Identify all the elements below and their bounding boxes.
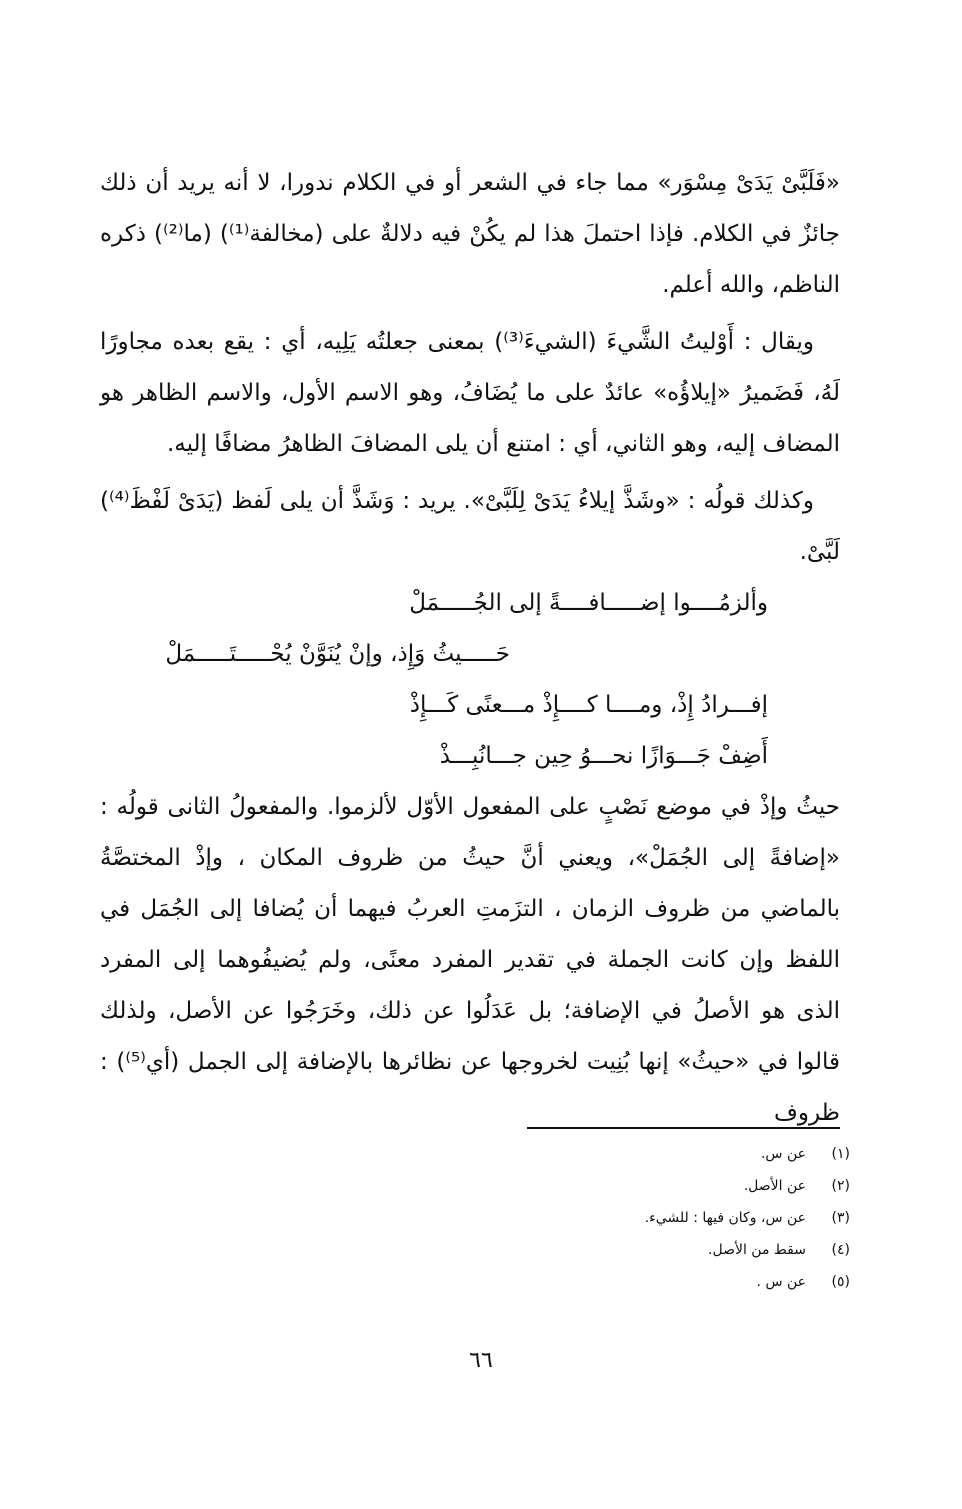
footnote-item	[645, 1234, 850, 1266]
footnote-number: (٥)	[831, 1274, 850, 1290]
closing-paragraph: حيثُ وإذْ في موضع نَصْبٍ على المفعول الأوّل لألزموا. والمفعولُ الثانى قولُه : «إضافةً إلى الجُمَلْ»، ويعني أنَّ حيثُ من ظروف المكان ، وإذْ المختصَّةُ بالماضي من ظروف الزمان ، التزَمتِ العربُ فيهما أن يُضافا إلى الجُمَل في اللفظ وإن كانت الجملة في تقدير المفرد معنًى، ولم يُضيفُوهما إلى المفرد الذى هو الأصلُ في الإضافة؛ بل عَدَلُوا عن ذلك، وخَرَجُوا عن الأصل، ولذلك قالوا في «حيثُ» إنها بُنِيت لخروجها عن نظائرها بالإضافة إلى الجمل (أي⁽⁵⁾) : ظروف	[100, 794, 841, 1126]
footnote-text: عن س .	[756, 1274, 806, 1290]
footnote-item	[645, 1266, 850, 1298]
footnote-divider	[527, 1127, 840, 1129]
verse-line-1	[100, 578, 840, 629]
verse-line-2	[100, 629, 840, 680]
footnote-item	[645, 1138, 850, 1170]
page-number: ٦٦	[469, 1348, 493, 1373]
footnote-number: (٢)	[831, 1178, 850, 1194]
footnote-text: عن س.	[760, 1146, 806, 1162]
footnotes	[645, 1138, 850, 1298]
footnote-item	[645, 1202, 850, 1234]
footnote-number: (٣)	[831, 1210, 850, 1226]
verse-text: إفـــرادُ إِذْ، ومــــا كــــإِذْ مـــعنًى كَـــإِذْ	[409, 692, 768, 718]
paragraph-1: «فَلَبَّىْ يَدَىْ مِسْوَر» مما جاء في الشعر أو في الكلام ندورا، لا أنه يريد أن ذلك جائزٌ في الكلام. فإذا احتملَ هذا لم يكُنْ فيه دلالةٌ على (مخالفة⁽¹⁾) (ما⁽²⁾) ذكره الناظم، والله أعلم.	[100, 170, 840, 298]
footnote-number: (١)	[831, 1146, 850, 1162]
footnote-text: عن الأصل.	[743, 1178, 806, 1194]
verse-line-4	[100, 731, 840, 782]
page-body	[100, 158, 840, 1139]
footnote-text: عن س، وكان فيها : للشيء.	[644, 1210, 806, 1226]
verse-text: حَـــــيثُ وَإِذ، وإنْ يُنَوَّنْ يُحْـــــتَـــــمَلْ	[165, 641, 510, 667]
paragraph-2: ويقال : أَوْليتُ الشَّيءَ (الشيءَ⁽³⁾) بمعنى جعلتُه يَلِيه، أي : يقع بعده مجاورًا لَهُ، فَضَميرُ «إيلاؤُه» عائدٌ على ما يُضَافُ، وهو الاسم الأول، والاسم الظاهر هو المضاف إليه، وهو الثاني، أي : امتنع أن يلى المضافَ الظاهرُ مضافًا إليه.	[100, 329, 840, 457]
verse-line-3	[100, 680, 840, 731]
verse-text: وألزمُــــوا إضـــــافــــةً إلى الجُـــــمَلْ	[409, 590, 768, 616]
footnote-item	[645, 1170, 850, 1202]
footnote-number: (٤)	[831, 1242, 850, 1258]
paragraph-3: وكذلك قولُه : «وشَذَّ إيلاءُ يَدَىْ لِلَبَّىْ». يريد : وَشَذَّ أن يلى لَفظ (يَدَىْ لَفْظَ⁽⁴⁾) لَبَّىْ.	[100, 488, 840, 565]
footnote-text: سقط من الأصل.	[708, 1242, 806, 1258]
verse-text: أَضِفْ جَـــوَازًا نحـــوُ حِين جـــانُبِـــذْ	[439, 743, 768, 769]
